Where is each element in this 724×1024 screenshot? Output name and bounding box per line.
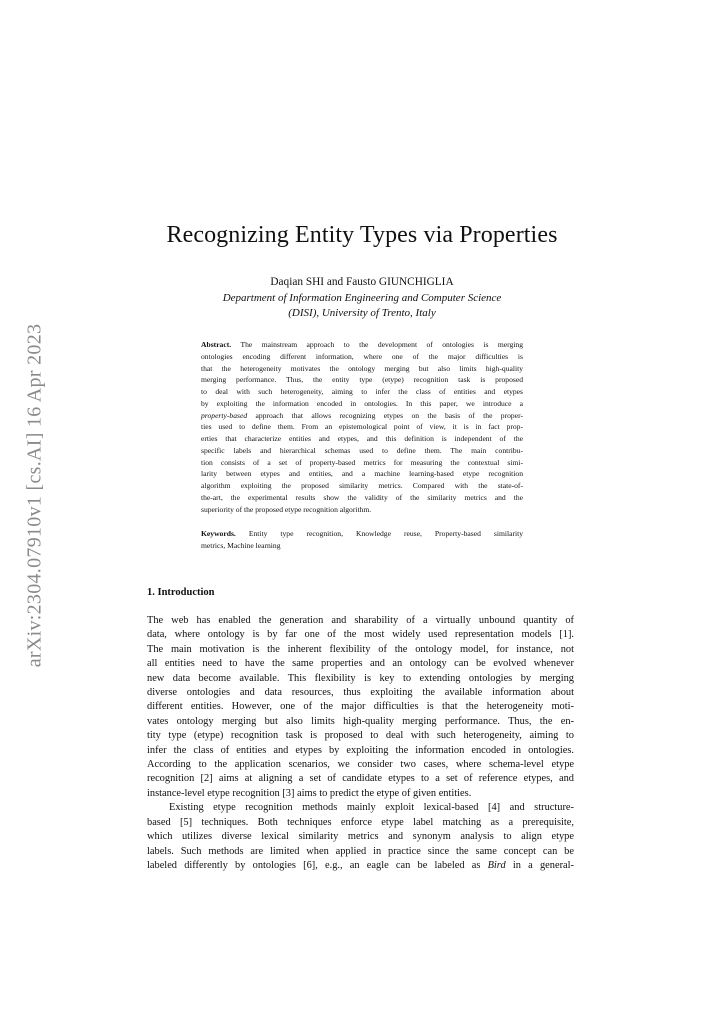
abstract-line: erties that characterize entities and etypes, and this definition is independent of the bbox=[201, 434, 523, 443]
abstract-line: by exploiting the information encoded in ontologies. In this paper, we introduce a bbox=[201, 398, 523, 408]
abstract-line: superiority of the proposed etype recognition algorithm. bbox=[201, 504, 372, 514]
keywords-line: Keywords. Entity type recognition, Knowledge reuse, Property-based similarity bbox=[201, 529, 523, 538]
affiliation-line: Department of Information Engineering and Computer Science bbox=[222, 292, 502, 304]
abstract-line: specific labels and hierarchical schemas used to define them. The main contribu- bbox=[201, 445, 523, 455]
abstract-line: tion consists of a set of property-based metrics for measuring the contextual simi- bbox=[201, 457, 523, 467]
body-line: Existing etype recognition methods mainly exploit lexical-based [4] and structure- bbox=[169, 802, 574, 814]
abstract bbox=[201, 339, 523, 515]
body-line: labels. Such methods are limited when applied in practice since the same concept can be bbox=[147, 845, 574, 857]
abstract-line: that the heterogeneity motivates the ontology merging but also limits high-quality bbox=[201, 363, 523, 373]
keywords bbox=[201, 528, 523, 552]
body-line: tity type (etype) recognition task is proposed to deal with such heterogeneity, aiming to bbox=[147, 730, 574, 742]
introduction-body bbox=[147, 614, 574, 873]
body-line: The web has enabled the generation and sharability of a virtually unbound quantity of bbox=[147, 615, 574, 626]
abstract-line: larity between etypes and entities, and a machine learning-based etype recognition bbox=[201, 469, 523, 479]
section-heading: 1. Introduction bbox=[147, 587, 215, 598]
abstract-line: merging performance. Thus, the entity type (etype) recognition task is proposed bbox=[201, 375, 523, 385]
authors: Daqian SHI and Fausto GIUNCHIGLIA bbox=[270, 276, 454, 288]
body-line: infer the class of entities and etypes by exploiting the information encoded in ontologies. bbox=[147, 744, 574, 756]
affiliation bbox=[0, 291, 724, 321]
body-emphasis: Bird bbox=[487, 859, 506, 871]
body-line: The main motivation is the inherent flexibility of the ontology model, for instance, not bbox=[147, 643, 574, 655]
abstract-line: algorithm exploiting the proposed similarity metrics. Compared with the state-of- bbox=[201, 481, 523, 490]
abstract-line: Abstract. The mainstream approach to the development of ontologies is merging bbox=[201, 340, 523, 349]
body-line: labeled differently by ontologies [6], e.g., an eagle can be labeled as Bird in a general- bbox=[147, 859, 574, 871]
body-line: different entities. However, one of the major difficulties is that the heterogeneity moti- bbox=[147, 701, 574, 713]
body-line: diverse ontologies and data resources, thus exploiting the available information about bbox=[147, 687, 574, 699]
abstract-line: property-based approach that allows recognizing etypes on the basis of the proper- bbox=[201, 410, 523, 420]
arxiv-identifier-text: arXiv:2304.07910v1 [cs.AI] 16 Apr 2023 bbox=[23, 323, 46, 667]
keywords-label: Keywords. bbox=[201, 529, 236, 538]
body-line: based [5] techniques. Both techniques enforce etype label matching as a prerequisite, bbox=[147, 816, 574, 828]
abstract-line: ontologies encoding different information, where one of the major difficulties is bbox=[201, 351, 523, 361]
body-line: data, where ontology is by far one of the most widely used representation models [1]. bbox=[147, 629, 574, 641]
keywords-line: metrics, Machine learning bbox=[201, 540, 281, 550]
body-line: According to the application scenarios, we consider two cases, where schema-level etype bbox=[147, 759, 574, 771]
abstract-emphasis: property-based bbox=[201, 410, 248, 420]
affiliation-line: (DISI), University of Trento, Italy bbox=[288, 307, 436, 319]
body-line: vates ontology merging but also limits high-quality merging performance. Thus, the en- bbox=[147, 715, 574, 727]
body-line: recognition [2] aims at aligning a set of candidate etypes to a set of reference etypes, and bbox=[147, 773, 574, 785]
paper-title: Recognizing Entity Types via Properties bbox=[166, 222, 558, 248]
body-line: instance-level etype recognition [3] aims to predict the etype of given entities. bbox=[147, 787, 472, 799]
arxiv-identifier bbox=[20, 325, 50, 665]
body-line: new data become available. This flexibility is key to extending ontologies by merging bbox=[147, 672, 574, 684]
body-line: which utilizes diverse lexical similarity metrics and synonym analysis to align etype bbox=[147, 831, 574, 843]
abstract-line: the-art, the experimental results show the validity of the similarity metrics and the bbox=[201, 492, 523, 502]
abstract-label: Abstract. bbox=[201, 340, 232, 349]
body-line: all entities need to have the same properties and an ontology can be evolved whenever bbox=[147, 658, 574, 670]
abstract-line: to deal with such heterogeneity, aiming to infer the class of entities and etypes bbox=[201, 387, 523, 396]
abstract-line: ties used to define them. From an epistemological point of view, it is in fact prop- bbox=[201, 422, 523, 432]
